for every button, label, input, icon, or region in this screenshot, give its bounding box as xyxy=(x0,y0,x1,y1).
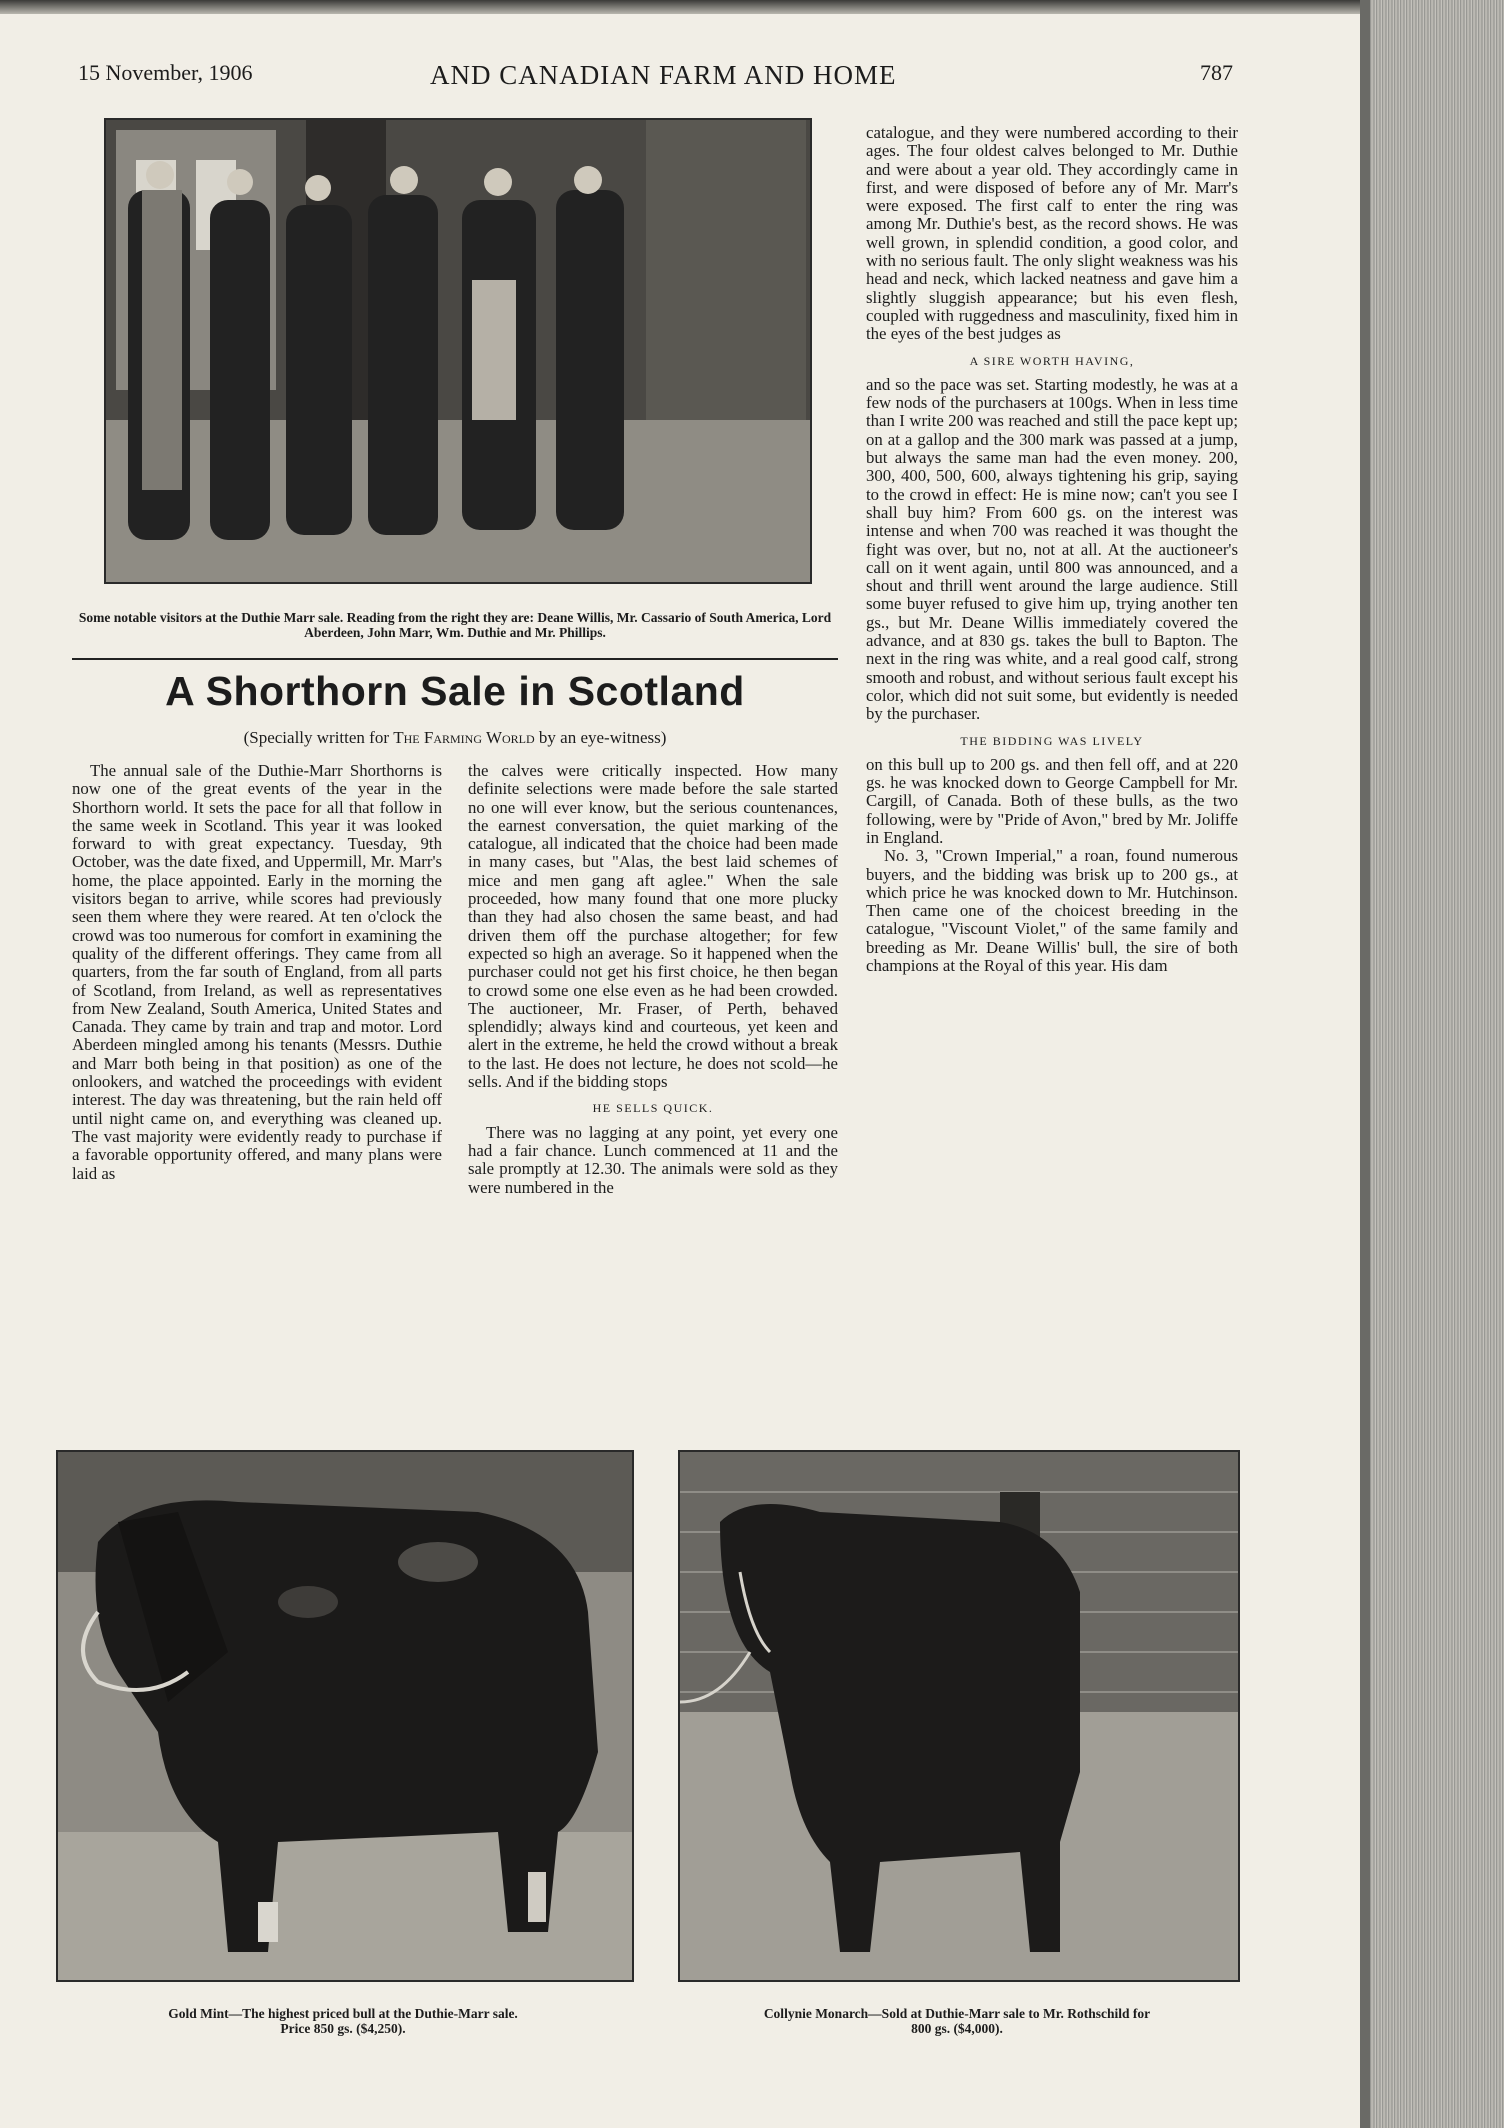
header-publication-title: AND CANADIAN FARM AND HOME xyxy=(430,60,897,90)
gold-mint-caption-line-1: Gold Mint—The highest priced bull at the Duthie-Marr sale. xyxy=(168,2006,518,2021)
column-2-paragraph-b: There was no lagging at any point, yet every one had a fair chance. Lunch commenced at 11 and the sale promptly at 12.30. The animals were sold as they were numbered in the xyxy=(468,1122,838,1197)
headline-rule xyxy=(72,658,838,660)
column-2-paragraph-a: the calves were critically inspected. How many definite selections were made before the sale started no one will ever know, but the serious countenances, the earnest conversation, the quiet marking of the catalogue, all indicated that the choice had been made in many cases, but "Alas, the best laid schemes of mice and men gang aft aglee." When the sale proceeded, how many found that one more plucky than they had also chosen the same beast, and had driven them off the purchase altogether; for few expected so high an average. So it happened when the purchaser could not get his first choice, he then began to crowd some one else even as he had been crowded. The auctioneer, Mr. Fraser, of Perth, behaved splendidly; always kind and courteous, yet keen and alert in the extreme, he held the crowd without a break to the last. He does not lecture, he does not scold—he sells. And if the bidding stops xyxy=(468,761,838,1092)
article-column-2 xyxy=(468,762,838,1197)
article-column-3 xyxy=(866,124,1238,975)
subhead-suffix: by an eye-witness) xyxy=(534,728,667,747)
collynie-caption-line-2: 800 gs. ($4,000). xyxy=(911,2021,1003,2036)
page-stack-edge xyxy=(1370,0,1504,2128)
collynie-monarch-caption xyxy=(678,2006,1236,2036)
page-top-shadow xyxy=(0,0,1370,14)
gold-mint-bull-photo xyxy=(56,1450,634,1982)
column-3-paragraph-c: on this bull up to 200 gs. and then fell off, and at 220 gs. he was knocked down to George Campbell for Mr. Cargill, of Canada. Both of these bulls, as the two following, were by "Pride of Avon," bred by Mr. Joliffe in England. xyxy=(866,754,1238,847)
visitors-photo-caption: Some notable visitors at the Duthie Marr sale. Reading from the right they are: Deane Willis, Mr. Cassario of South America, Lord Aberdeen, John Marr, Wm. Duthie and Mr. Phillips. xyxy=(78,610,832,640)
collynie-caption-line-1: Collynie Monarch—Sold at Duthie-Marr sale to Mr. Rothschild for xyxy=(763,2006,1151,2021)
article-column-1 xyxy=(72,762,442,1183)
article-headline: A Shorthorn Sale in Scotland xyxy=(165,668,745,714)
section-heading-sire: A SIRE WORTH HAVING, xyxy=(969,353,1135,368)
visitors-group-photo xyxy=(104,118,812,584)
gold-mint-caption xyxy=(56,2006,630,2036)
subhead-publication: The Farming World xyxy=(393,728,535,747)
header-date: 15 November, 1906 xyxy=(78,60,253,85)
header-page-number: 787 xyxy=(1200,60,1233,85)
collynie-monarch-bull-photo xyxy=(678,1450,1240,1982)
section-heading-bidding: THE BIDDING WAS LIVELY xyxy=(960,733,1144,748)
article-subhead xyxy=(72,728,838,748)
column-1-paragraph: The annual sale of the Duthie-Marr Shorthorns is now one of the great events of the year in the Shorthorn world. It sets the pace for all that follow in the same week in Scotland. This year it was looked forward to with great expectancy. Tuesday, 9th October, was the date fixed, and Uppermill, Mr. Marr's home, the place appointed. Early in the morning the visitors began to arrive, while scores had previously seen them where they were reared. At ten o'clock the crowd was too numerous for comfort in examining the quality of the different offerings. They came from all quarters, from the far south of England, from all parts of Scotland, from Ireland, as well as representatives from New Zealand, South America, United States and Canada. They came by train and trap and motor. Lord Aberdeen mingled among his tenants (Messrs. Duthie and Marr both being in that position) as one of the onlookers, and watched the proceedings with evident interest. The day was threatening, but the rain held off until night came on, and everything was cleaned up. The vast majority were evidently ready to purchase if a favorable opportunity offered, and many plans were laid as xyxy=(72,761,442,1183)
section-heading-sells-quick: HE SELLS QUICK. xyxy=(592,1101,714,1116)
column-3-paragraph-a: catalogue, and they were numbered according to their ages. The four oldest calves belonged to Mr. Duthie and were about a year old. They accordingly came in first, and were disposed of before any of Mr. Marr's were exposed. The first calf to enter the ring was among Mr. Duthie's best, as the record shows. He was well grown, in splendid condition, a good color, and with no serious fault. The only slight weakness was his head and neck, which lacked neatness and gave him a slightly sluggish appearance; but his even flesh, coupled with ruggedness and masculinity, fixed him in the eyes of the best judges as xyxy=(866,123,1238,344)
column-3-paragraph-b: and so the pace was set. Starting modestly, he was at a few nods of the purchasers at 100gs. When in less time than I write 200 was reached and still the pace kept up; on at a gallop and the 300 mark was passed at a jump, but always the same man had the even money. 200, 300, 400, 500, 600, always tightening his grip, saying to the crowd in effect: He is mine now; can't you see I shall buy him? From 600 gs. on the interest was intense and when 700 was reached it was thought the fight was over, but no, not at all. At the auctioneer's call on it went again, until 800 was announced, and a shout and thrill went around the large audience. Still some buyer refused to give him up, trying another ten gs., but Mr. Deane Willis immediately covered the advance, and at 830 gs. takes the bull to Bapton. The next in the ring was white, and a real good calf, strong smooth and robust, and without serious fault except his color, which did not suit some, but evidently is needed by the purchaser. xyxy=(866,374,1238,724)
gold-mint-caption-line-2: Price 850 gs. ($4,250). xyxy=(280,2021,406,2036)
subhead-prefix: (Specially written for xyxy=(243,728,394,747)
column-3-paragraph-d: No. 3, "Crown Imperial," a roan, found numerous buyers, and the bidding was brisk up to 200 gs., at which price he was knocked down to Mr. Hutchinson. Then came one of the choicest breeding in the catalogue, "Viscount Violet," of the same family and breeding as Mr. Deane Willis' bull, the sire of both champions at the Royal of this year. His dam xyxy=(866,846,1238,976)
